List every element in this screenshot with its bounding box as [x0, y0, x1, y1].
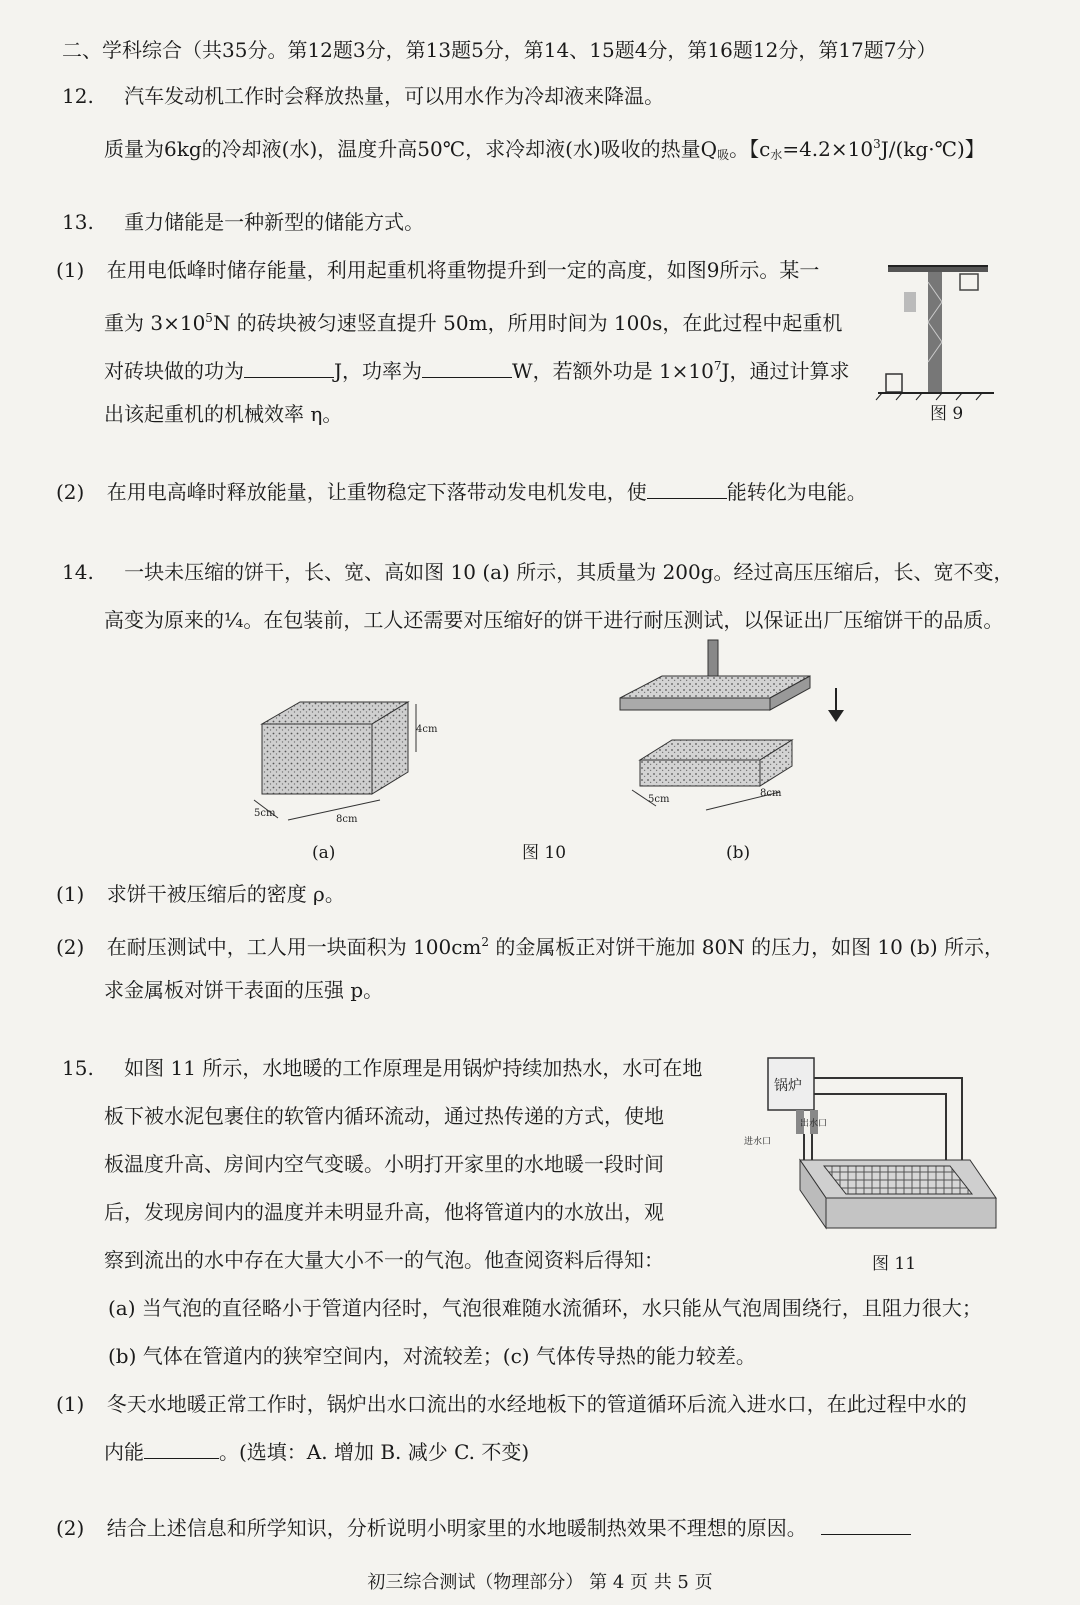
q14-sup-2: 2: [481, 935, 490, 949]
q14-p2-label: (2): [56, 935, 85, 959]
figure-10-caption: 图 10: [522, 843, 567, 863]
q15-p1-text2a: 内能: [104, 1440, 144, 1464]
q15-internal-energy-blank[interactable]: [144, 1438, 219, 1459]
q14-p2-text1a: 在耐压测试中，工人用一块面积为 100cm: [106, 935, 482, 959]
q15-p2-label: (2): [56, 1516, 85, 1540]
fig11-inlet-label: 进水口: [744, 1137, 772, 1147]
figure-11-floor-heating: [740, 1048, 1000, 1248]
q14-p1-line: [56, 880, 345, 908]
fig11-boiler-label: 锅炉: [774, 1078, 802, 1094]
q15-p2-line: [56, 1514, 911, 1542]
figure-10b-press-test: [610, 640, 850, 820]
q13-p1-text3c: W，若额外功是 1×10: [512, 359, 714, 383]
q15-line3: 板温度升高、房间内空气变暖。小明打开家里的水地暖一段时间: [104, 1152, 664, 1176]
fig10b-width-label: 5cm: [648, 794, 670, 805]
q13-energy-blank[interactable]: [647, 478, 727, 499]
q13-p2-text-a: 在用电高峰时释放能量，让重物稳定下落带动发电机发电，使: [106, 480, 647, 504]
q15-text1: 如图 11 所示，水地暖的工作原理是用锅炉持续加热水，水可在地: [124, 1056, 703, 1080]
q15-p1-line1: [56, 1390, 967, 1418]
q15-line4: 后，发现房间内的温度并未明显升高，他将管道内的水放出，观: [104, 1200, 664, 1224]
q13-p2-label: (2): [56, 480, 85, 504]
q15-p1-line2: [104, 1438, 529, 1466]
q13-p1-text3a: 对砖块做的功为: [104, 359, 244, 383]
q12-condition-line: [104, 130, 985, 169]
q15-info-a: (a) 当气泡的直径略小于管道内径时，气泡很难随水流循环，水只能从气泡周围绕行，且阻力很大；: [108, 1296, 982, 1320]
q13-p1-line4: 出该起重机的机械效率 η。: [104, 402, 343, 426]
q13-p1-text3d: J，通过计算求: [721, 359, 850, 383]
q12-sup-3: 3: [873, 137, 881, 151]
q12-number: 12.: [62, 84, 94, 108]
fig10a-width-label: 5cm: [254, 808, 276, 819]
q13-p1-text2b: N 的砖块被匀速竖直提升 50m，所用时间为 100s，在此过程中起重机: [212, 311, 843, 335]
q13-p1-line2: [104, 304, 842, 337]
q13-p1-text1: 在用电低峰时储存能量，利用起重机将重物提升到一定的高度，如图9所示。某一: [106, 258, 820, 282]
q13-sup-7: 7: [713, 359, 722, 373]
q12-cond-a: 质量为6kg的冷却液(水)，温度升高50℃，求冷却液(水)吸收的热量Q: [104, 137, 718, 161]
q13-p2-text-b: 能转化为电能。: [726, 480, 867, 504]
q13-sup-5: 5: [205, 311, 213, 325]
q12-cond-c: =4.2×10: [782, 137, 874, 161]
q12-cond-d: J/(kg·℃)】: [880, 137, 985, 161]
q15-p1-text2b: 。(选填：A. 增加 B. 减少 C. 不变): [219, 1440, 530, 1464]
q14-line2: 高变为原来的¼。在包装前，工人还需要对压缩好的饼干进行耐压测试，以保证出厂压缩饼干的品质。: [104, 608, 1004, 632]
fig10a-length-label: 8cm: [336, 814, 358, 825]
q15-p1-label: (1): [56, 1392, 85, 1416]
q13-p1-label: (1): [56, 258, 85, 282]
page-footer: 初三综合测试（物理部分） 第 4 页 共 5 页: [367, 1572, 713, 1593]
q13-work-blank[interactable]: [244, 357, 334, 378]
q12-cond-b: 。【c: [729, 137, 771, 161]
figure-10a-biscuit: [248, 696, 438, 831]
q14-p1-text: 求饼干被压缩后的密度 ρ。: [106, 882, 345, 906]
fig10b-length-label: 8cm: [760, 788, 782, 799]
q14-p1-label: (1): [56, 882, 85, 906]
q13-power-blank[interactable]: [422, 357, 512, 378]
q13-stem-line: [62, 208, 424, 236]
section-header: 二、学科综合（共35分。第12题3分，第13题5分，第14、15题4分，第16题12分，第17题7分）: [62, 38, 937, 62]
figure-11-caption: 图 11: [872, 1254, 917, 1274]
q13-p1-text2a: 重为 3×10: [104, 311, 206, 335]
figure-10a-caption: (a): [312, 843, 336, 863]
q13-p1-line1: [56, 256, 819, 284]
q15-line2: 板下被水泥包裹住的软管内循环流动，通过热传递的方式，使地: [104, 1104, 664, 1128]
q13-number: 13.: [62, 210, 94, 234]
q12-stem: 汽车发动机工作时会释放热量，可以用水作为冷却液来降温。: [124, 84, 665, 108]
q15-p2-text: 结合上述信息和所学知识，分析说明小明家里的水地暖制热效果不理想的原因。: [106, 1516, 807, 1540]
q13-p1-text3b: J，功率为: [334, 359, 423, 383]
q12-stem-line: [62, 82, 664, 110]
q14-p2-line1: [56, 928, 1004, 961]
q15-number: 15.: [62, 1056, 94, 1080]
q12-sub-q: 吸: [717, 148, 730, 162]
q14-p2-text1b: 的金属板正对饼干施加 80N 的压力，如图 10 (b) 所示，: [489, 935, 1004, 959]
q14-text1: 一块未压缩的饼干，长、宽、高如图 10 (a) 所示，其质量为 200g。经过高压压缩后，长、宽不变，: [124, 560, 1014, 584]
q12-sub-c: 水: [770, 148, 783, 162]
q13-p1-line3: [104, 352, 850, 385]
fig10a-height-label: 4cm: [416, 724, 438, 735]
q15-reason-blank[interactable]: [821, 1514, 911, 1535]
q14-number: 14.: [62, 560, 94, 584]
figure-9-caption: 图 9: [930, 404, 964, 424]
q14-p2-line2: 求金属板对饼干表面的压强 p。: [104, 978, 384, 1002]
q13-stem: 重力储能是一种新型的储能方式。: [124, 210, 425, 234]
figure-9-crane: [876, 262, 996, 402]
q14-line1: [62, 558, 1014, 586]
q15-info-bc: (b) 气体在管道内的狭窄空间内，对流较差；(c) 气体传导热的能力较差。: [108, 1344, 756, 1368]
fig11-outlet-label: 出水口: [800, 1119, 828, 1129]
q13-p2-line: [56, 478, 867, 506]
q15-p1-text1: 冬天水地暖正常工作时，锅炉出水口流出的水经地板下的管道循环后流入进水口，在此过程中水的: [106, 1392, 967, 1416]
q15-line1: [62, 1054, 702, 1082]
q15-line5: 察到流出的水中存在大量大小不一的气泡。他查阅资料后得知：: [104, 1248, 664, 1272]
figure-10b-caption: (b): [726, 843, 751, 863]
